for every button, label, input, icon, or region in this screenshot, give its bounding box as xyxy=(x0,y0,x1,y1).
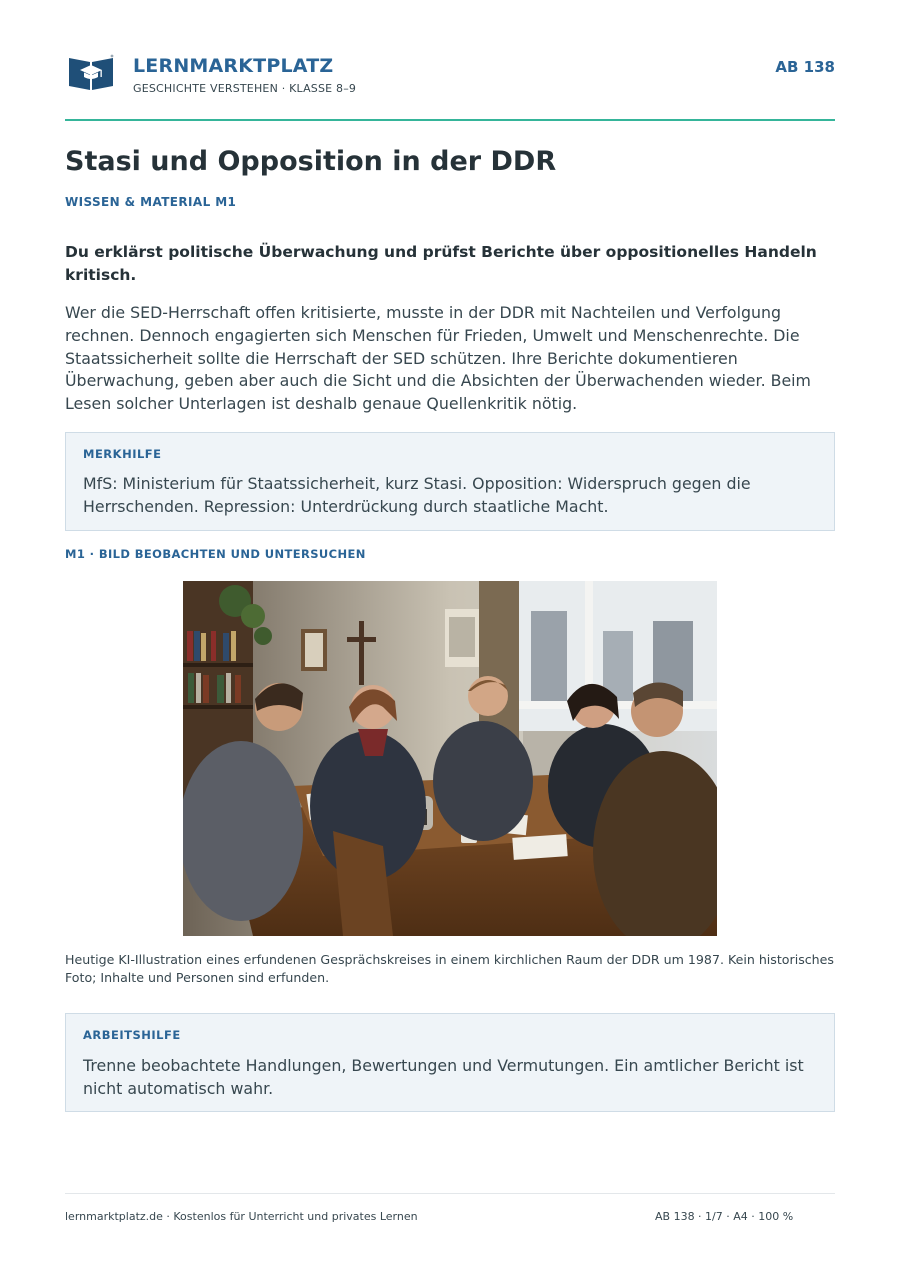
brand-name: LERNMARKTPLATZ xyxy=(133,55,334,77)
section-label: WISSEN & MATERIAL M1 xyxy=(65,195,237,209)
sheet-number: AB 138 xyxy=(775,58,835,76)
illustration-image xyxy=(183,581,717,936)
arbeitshilfe-text: Trenne beobachtete Handlungen, Bewertungen und Vermutungen. Ein amtlicher Bericht ist nicht automatisch wahr. xyxy=(83,1056,804,1098)
merkhilfe-text: MfS: Ministerium für Staatssicherheit, kurz Stasi. Opposition: Widerspruch gegen die Herrschenden. Repression: Unterdrückung durch staatliche Macht. xyxy=(83,474,751,516)
material-label: M1 · BILD BEOBACHTEN UND UNTERSUCHEN xyxy=(65,547,366,561)
footer-page-info: AB 138 · 1/7 · A4 · 100 % xyxy=(655,1210,794,1223)
learning-goal: Du erklärst politische Überwachung und prüfst Berichte über oppositionelles Handeln kritisch. xyxy=(65,243,817,284)
header-divider xyxy=(65,119,835,121)
worksheet-page xyxy=(65,0,835,1273)
arbeitshilfe-title: ARBEITSHILFE xyxy=(83,1028,181,1042)
footer-divider xyxy=(65,1193,835,1194)
graduation-cap-book-icon xyxy=(68,54,114,92)
brand-subtitle: GESCHICHTE VERSTEHEN · KLASSE 8–9 xyxy=(133,82,357,95)
arbeitshilfe-box xyxy=(65,1013,835,1112)
merkhilfe-box xyxy=(65,432,835,531)
footer-site: lernmarktplatz.de · Kostenlos für Unterricht und privates Lernen xyxy=(65,1210,418,1223)
page-title: Stasi und Opposition in der DDR xyxy=(65,146,557,177)
merkhilfe-title: MERKHILFE xyxy=(83,447,162,461)
intro-text: Wer die SED-Herrschaft offen kritisierte, musste in der DDR mit Nachteilen und Verfolgung rechnen. Dennoch engagierten sich Menschen für Frieden, Umwelt und Menschenrechte. Die Staatssicherheit sollte die Herrschaft der SED schützen. Ihre Berichte dokumentieren Überwachung, geben aber auch die Sicht und die Absichten der Überwachenden wieder. Beim Lesen solcher Unterlagen ist deshalb genaue Quellenkritik nötig. xyxy=(65,303,811,414)
image-caption: Heutige KI-Illustration eines erfundenen Gesprächskreises in einem kirchlichen Raum der DDR um 1987. Kein historisches Foto; Inhalte und Personen sind erfunden. xyxy=(65,952,834,985)
